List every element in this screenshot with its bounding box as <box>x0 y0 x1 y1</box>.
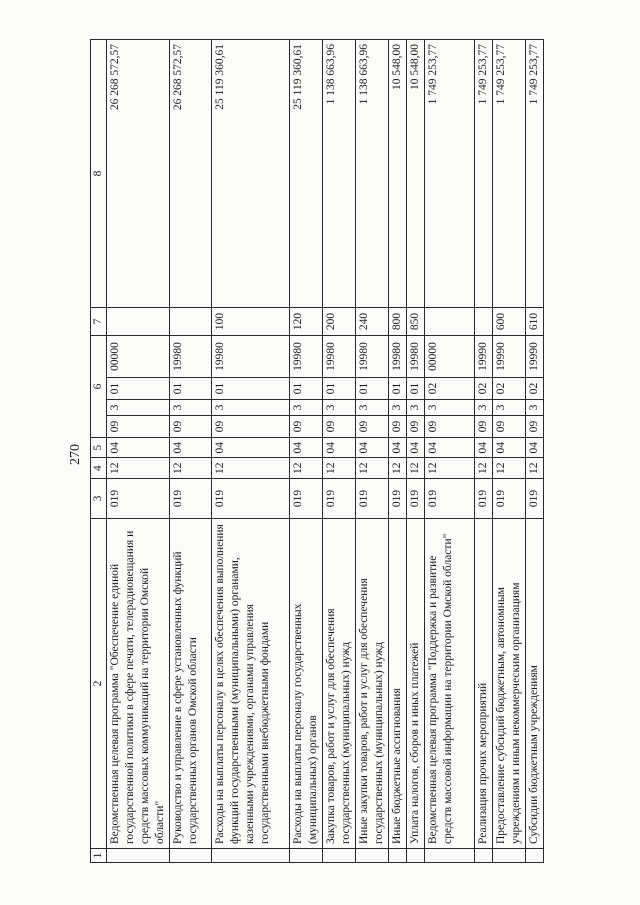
row-code-c6b: 3 <box>425 400 475 416</box>
row-code-c5: 04 <box>290 438 323 459</box>
row-description: Предоставление субсидий бюджетным, автономным учреждениям и иным некоммерческим организациям <box>493 519 526 849</box>
row-code-c3: 019 <box>526 479 544 519</box>
header-cell: 2 <box>91 519 107 849</box>
row-code-c3: 019 <box>493 479 526 519</box>
table-row <box>475 40 493 863</box>
row-code-c4: 12 <box>475 458 493 479</box>
row-code-c5: 04 <box>493 438 526 459</box>
row-code-c3: 019 <box>356 479 389 519</box>
row-code-c4: 12 <box>356 458 389 479</box>
row-code-c6c: 01 <box>389 378 407 400</box>
row-code-c7 <box>425 308 475 336</box>
row-code-c7: 120 <box>290 308 323 336</box>
row-code-c3: 019 <box>475 479 493 519</box>
table-row <box>170 40 212 863</box>
row-index-cell <box>475 849 493 863</box>
row-code-c6c: 02 <box>425 378 475 400</box>
table-row <box>356 40 389 863</box>
row-code-c4: 12 <box>389 458 407 479</box>
table-row <box>526 40 544 863</box>
row-code-c5: 04 <box>356 438 389 459</box>
row-code-c4: 12 <box>425 458 475 479</box>
rotated-document <box>60 35 580 865</box>
table-row <box>212 40 290 863</box>
row-code-c7 <box>475 308 493 336</box>
table-row <box>407 40 425 863</box>
row-amount: 1 749 253,77 <box>493 40 526 308</box>
row-code-c3: 019 <box>407 479 425 519</box>
header-cell: 3 <box>91 479 107 519</box>
row-code-c6c: 01 <box>170 378 212 400</box>
row-index-cell <box>493 849 526 863</box>
row-code-c6a: 09 <box>475 416 493 438</box>
row-code-c6d: 19980 <box>323 336 356 378</box>
row-code-c6b: 3 <box>170 400 212 416</box>
row-description: Руководство и управление в сфере установленных функций государственных органов Омской области <box>170 519 212 849</box>
row-code-c6a: 09 <box>212 416 290 438</box>
row-code-c6b: 3 <box>212 400 290 416</box>
row-code-c6c: 01 <box>107 378 170 400</box>
table-row <box>323 40 356 863</box>
table-row <box>290 40 323 863</box>
row-code-c6b: 3 <box>407 400 425 416</box>
row-index-cell <box>526 849 544 863</box>
row-code-c6a: 09 <box>356 416 389 438</box>
row-index-cell <box>170 849 212 863</box>
row-code-c6c: 01 <box>356 378 389 400</box>
row-description: Расходы на выплаты персоналу в целях обеспечения выполнения функций государственными (муниципальными) органами, казенными учреждениями, органами управления государственными внебюджетными фондами <box>212 519 290 849</box>
row-amount: 1 749 253,77 <box>475 40 493 308</box>
row-code-c6a: 09 <box>323 416 356 438</box>
row-amount: 1 138 663,96 <box>356 40 389 308</box>
row-code-c6b: 3 <box>323 400 356 416</box>
row-code-c4: 12 <box>493 458 526 479</box>
row-code-c7: 100 <box>212 308 290 336</box>
row-code-c6a: 09 <box>407 416 425 438</box>
row-code-c7: 610 <box>526 308 544 336</box>
row-code-c6c: 01 <box>212 378 290 400</box>
row-code-c6a: 09 <box>493 416 526 438</box>
row-code-c5: 04 <box>107 438 170 459</box>
row-code-c3: 019 <box>389 479 407 519</box>
row-description: Уплата налогов, сборов и иных платежей <box>407 519 425 849</box>
row-index-cell <box>407 849 425 863</box>
row-code-c3: 019 <box>323 479 356 519</box>
header-cell: 8 <box>91 40 107 308</box>
row-code-c6b: 3 <box>475 400 493 416</box>
row-description: Расходы на выплаты персоналу государственных (муниципальных) органов <box>290 519 323 849</box>
row-code-c5: 04 <box>526 438 544 459</box>
row-code-c7: 200 <box>323 308 356 336</box>
row-amount: 25 119 360,61 <box>212 40 290 308</box>
row-code-c6d: 19990 <box>493 336 526 378</box>
row-amount: 10 548,00 <box>389 40 407 308</box>
row-index-cell <box>290 849 323 863</box>
row-description: Иные закупки товаров, работ и услуг для обеспечения государственных (муниципальных) нужд <box>356 519 389 849</box>
row-code-c6b: 3 <box>290 400 323 416</box>
header-cell: 4 <box>91 458 107 479</box>
row-code-c4: 12 <box>290 458 323 479</box>
table-row <box>493 40 526 863</box>
row-code-c3: 019 <box>170 479 212 519</box>
row-code-c4: 12 <box>407 458 425 479</box>
row-code-c6a: 09 <box>170 416 212 438</box>
row-amount: 25 119 360,61 <box>290 40 323 308</box>
header-cell: 1 <box>91 849 107 863</box>
row-code-c6b: 3 <box>389 400 407 416</box>
row-amount: 10 548,00 <box>407 40 425 308</box>
row-code-c6d: 19980 <box>170 336 212 378</box>
row-description: Субсидии бюджетным учреждениям <box>526 519 544 849</box>
row-code-c6d: 19980 <box>389 336 407 378</box>
row-description: Ведомственная целевая программа "Обеспечение единой государственной политики в сфере печати, телерадиовещания и средств массовых коммуникаций на территории Омской области" <box>107 519 170 849</box>
row-code-c7 <box>107 308 170 336</box>
table-row <box>107 40 170 863</box>
row-code-c6a: 09 <box>425 416 475 438</box>
table-row <box>425 40 475 863</box>
row-code-c6c: 02 <box>526 378 544 400</box>
row-index-cell <box>356 849 389 863</box>
row-description: Ведомственная целевая программа "Поддержка и развитие средств массовой информации на территории Омской области" <box>425 519 475 849</box>
row-code-c4: 12 <box>170 458 212 479</box>
row-code-c6b: 3 <box>107 400 170 416</box>
row-code-c7: 850 <box>407 308 425 336</box>
row-code-c5: 04 <box>475 438 493 459</box>
row-code-c6b: 3 <box>526 400 544 416</box>
row-code-c3: 019 <box>425 479 475 519</box>
row-amount: 26 268 572,57 <box>170 40 212 308</box>
row-code-c5: 04 <box>323 438 356 459</box>
row-description: Реализация прочих мероприятий <box>475 519 493 849</box>
row-code-c7: 240 <box>356 308 389 336</box>
page-number: 270 <box>68 444 83 465</box>
row-code-c5: 04 <box>407 438 425 459</box>
budget-table <box>90 39 544 863</box>
row-code-c3: 019 <box>212 479 290 519</box>
row-code-c4: 12 <box>323 458 356 479</box>
row-amount: 26 268 572,57 <box>107 40 170 308</box>
row-code-c6d: 00000 <box>425 336 475 378</box>
row-code-c3: 019 <box>290 479 323 519</box>
row-code-c6d: 19990 <box>475 336 493 378</box>
row-code-c6c: 01 <box>290 378 323 400</box>
row-amount: 1 749 253,77 <box>425 40 475 308</box>
row-code-c6b: 3 <box>356 400 389 416</box>
row-code-c6c: 01 <box>323 378 356 400</box>
row-code-c6d: 00000 <box>107 336 170 378</box>
row-code-c3: 019 <box>107 479 170 519</box>
row-code-c6a: 09 <box>526 416 544 438</box>
header-cell: 5 <box>91 438 107 459</box>
row-code-c6a: 09 <box>290 416 323 438</box>
table-row <box>389 40 407 863</box>
row-code-c5: 04 <box>170 438 212 459</box>
row-index-cell <box>323 849 356 863</box>
row-index-cell <box>389 849 407 863</box>
row-code-c4: 12 <box>107 458 170 479</box>
row-description: Закупка товаров, работ и услуг для обеспечения государственных (муниципальных) нужд <box>323 519 356 849</box>
row-code-c5: 04 <box>212 438 290 459</box>
row-code-c6a: 09 <box>107 416 170 438</box>
row-code-c4: 12 <box>526 458 544 479</box>
row-index-cell <box>425 849 475 863</box>
row-code-c7: 600 <box>493 308 526 336</box>
row-code-c4: 12 <box>212 458 290 479</box>
row-code-c6d: 19980 <box>407 336 425 378</box>
header-row <box>91 40 107 863</box>
row-amount: 1 749 253,77 <box>526 40 544 308</box>
row-code-c6d: 19980 <box>290 336 323 378</box>
row-code-c5: 04 <box>425 438 475 459</box>
row-code-c7: 800 <box>389 308 407 336</box>
row-code-c6d: 19980 <box>212 336 290 378</box>
row-index-cell <box>212 849 290 863</box>
row-code-c6d: 19980 <box>356 336 389 378</box>
row-amount: 1 138 663,96 <box>323 40 356 308</box>
row-code-c6c: 02 <box>475 378 493 400</box>
row-code-c6c: 01 <box>407 378 425 400</box>
header-cell: 6 <box>91 336 107 438</box>
row-code-c6a: 09 <box>389 416 407 438</box>
row-code-c5: 04 <box>389 438 407 459</box>
header-cell: 7 <box>91 308 107 336</box>
row-index-cell <box>107 849 170 863</box>
row-code-c6c: 02 <box>493 378 526 400</box>
row-code-c6b: 3 <box>493 400 526 416</box>
row-description: Иные бюджетные ассигнования <box>389 519 407 849</box>
row-code-c6d: 19990 <box>526 336 544 378</box>
row-code-c7 <box>170 308 212 336</box>
